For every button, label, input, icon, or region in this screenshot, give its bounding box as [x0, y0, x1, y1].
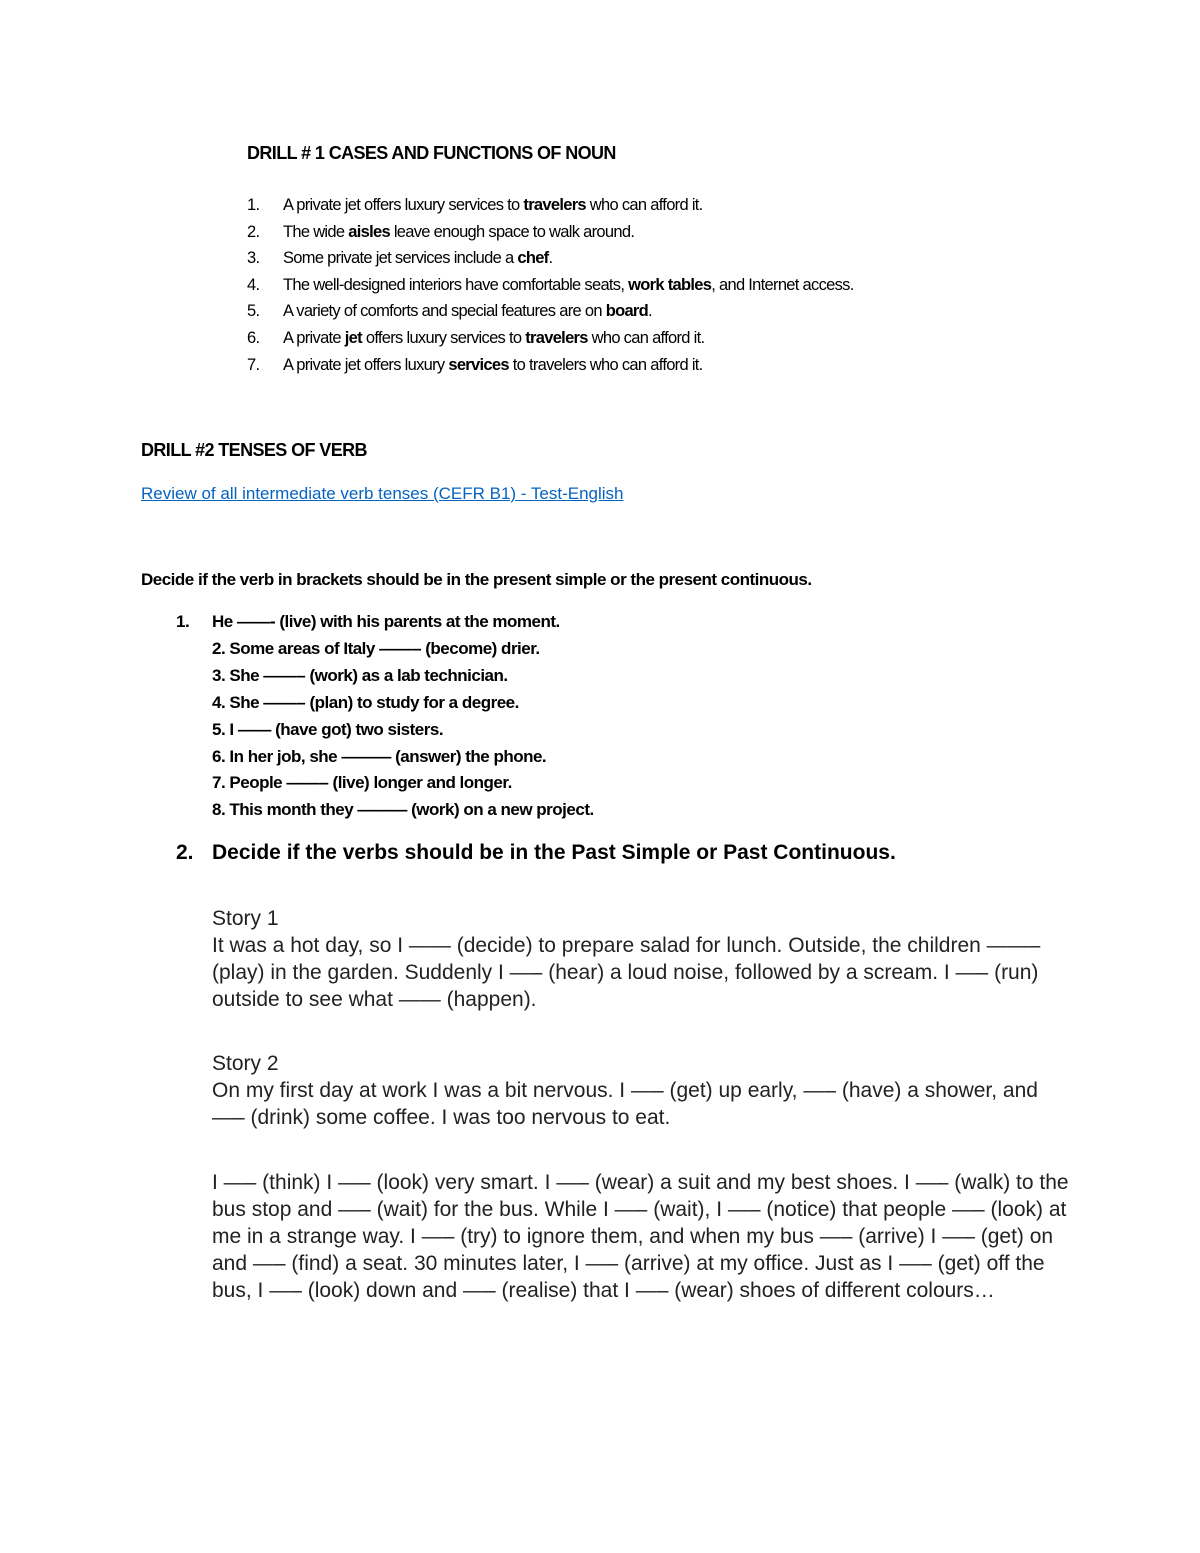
drill1-title: DRILL # 1 CASES AND FUNCTIONS OF NOUN [247, 143, 616, 163]
bold-noun: jet [344, 329, 362, 347]
text-segment: A private jet offers luxury services to [283, 196, 524, 214]
story-2-title: Story 2 [212, 1052, 279, 1075]
drill2-title: DRILL #2 TENSES OF VERB [141, 440, 367, 460]
story-1 [212, 905, 1072, 1013]
bold-noun: travelers [525, 329, 588, 347]
list-text [283, 223, 634, 242]
text-segment: to travelers who can afford it. [508, 355, 703, 374]
text-segment: leave enough space to walk around. [389, 222, 635, 241]
bold-noun: work tables [628, 275, 712, 294]
text-segment: who can afford it. [585, 196, 703, 214]
list-text [283, 302, 652, 321]
bold-noun: services [448, 355, 509, 374]
text-segment: Some private jet services include a [283, 249, 518, 268]
verb-tenses-link[interactable]: Review of all intermediate verb tenses (CEFR B1) - Test-English [141, 484, 624, 503]
text-segment: A variety of comforts and special features are on [283, 302, 606, 321]
list-number: 2. [247, 222, 260, 241]
exercise-item: 4. She ——– (plan) to study for a degree. [212, 692, 519, 712]
list-number: 4. [247, 275, 260, 294]
list-text [283, 196, 703, 215]
text-segment: A private [283, 329, 345, 347]
story-2-continued [212, 1169, 1072, 1304]
exercise-item: 6. In her job, she ——— (answer) the phone. [212, 746, 547, 766]
story-2-text-b: I —– (think) I —– (look) very smart. I —– (wear) a suit and my best shoes. I —– (walk) to the bus stop and —– (wait) for the bus. While I —– (wait), I —– (notice) that people —– (look) at me in a strange way. I —– (try) to ignore them, and when my bus —– (arrive) I —– (get) on and —– (find) a seat. 30 minutes later, I —– (arrive) at my office. Just as I —– (get) off the bus, I —– (look) down and —– (realise) that I —– (wear) shoes of different colours… [212, 1171, 1069, 1302]
list-number: 1. [176, 612, 190, 631]
list-number: 6. [247, 329, 260, 347]
list-number: 5. [247, 302, 260, 321]
text-segment: The wide [283, 222, 349, 241]
section2-number: 2. [176, 841, 194, 864]
exercise-item: 2. Some areas of Italy ——– (become) drier. [212, 638, 540, 658]
list-text [283, 329, 704, 348]
exercise-item: 7. People ——– (live) longer and longer. [212, 773, 512, 793]
story-1-title: Story 1 [212, 907, 279, 930]
text-segment: offers luxury services to [361, 329, 526, 347]
bold-noun: travelers [523, 196, 586, 214]
list-text [283, 356, 703, 375]
text-segment: The well-designed interiors have comfortable seats, [283, 275, 629, 294]
list-text [283, 276, 854, 295]
exercise-item: He ——- (live) with his parents at the moment. [212, 612, 560, 631]
exercise-item: 8. This month they ——— (work) on a new project. [212, 800, 594, 820]
list-number: 1. [247, 196, 260, 214]
bold-noun: chef [517, 249, 549, 268]
story-2 [212, 1050, 1072, 1131]
section2-title: Decide if the verbs should be in the Past Simple or Past Continuous. [212, 841, 896, 864]
text-segment: . [648, 302, 652, 321]
list-text [283, 249, 552, 268]
story-2-text-a: On my first day at work I was a bit nervous. I —– (get) up early, —– (have) a shower, and —– (drink) some coffee. I was too nervous to eat. [212, 1079, 1038, 1129]
exercise-item: 3. She ——– (work) as a lab technician. [212, 665, 508, 685]
bold-noun: aisles [348, 222, 390, 241]
story-1-text: It was a hot day, so I —— (decide) to prepare salad for lunch. Outside, the children ——– (play) in the garden. Suddenly I —– (hear) a loud noise, followed by a scream. I —– (run) outside to see what —— (happen). [212, 934, 1041, 1011]
exercise-item: 5. I —— (have got) two sisters. [212, 719, 444, 739]
list-number: 7. [247, 355, 260, 374]
text-segment: A private jet offers luxury [283, 355, 449, 374]
text-segment: who can afford it. [587, 329, 705, 347]
instruction: Decide if the verb in brackets should be in the present simple or the present continuous. [141, 570, 812, 589]
bold-noun: board [605, 302, 649, 321]
list-number: 3. [247, 249, 260, 268]
text-segment: . [548, 249, 553, 268]
text-segment: , and Internet access. [711, 275, 854, 294]
